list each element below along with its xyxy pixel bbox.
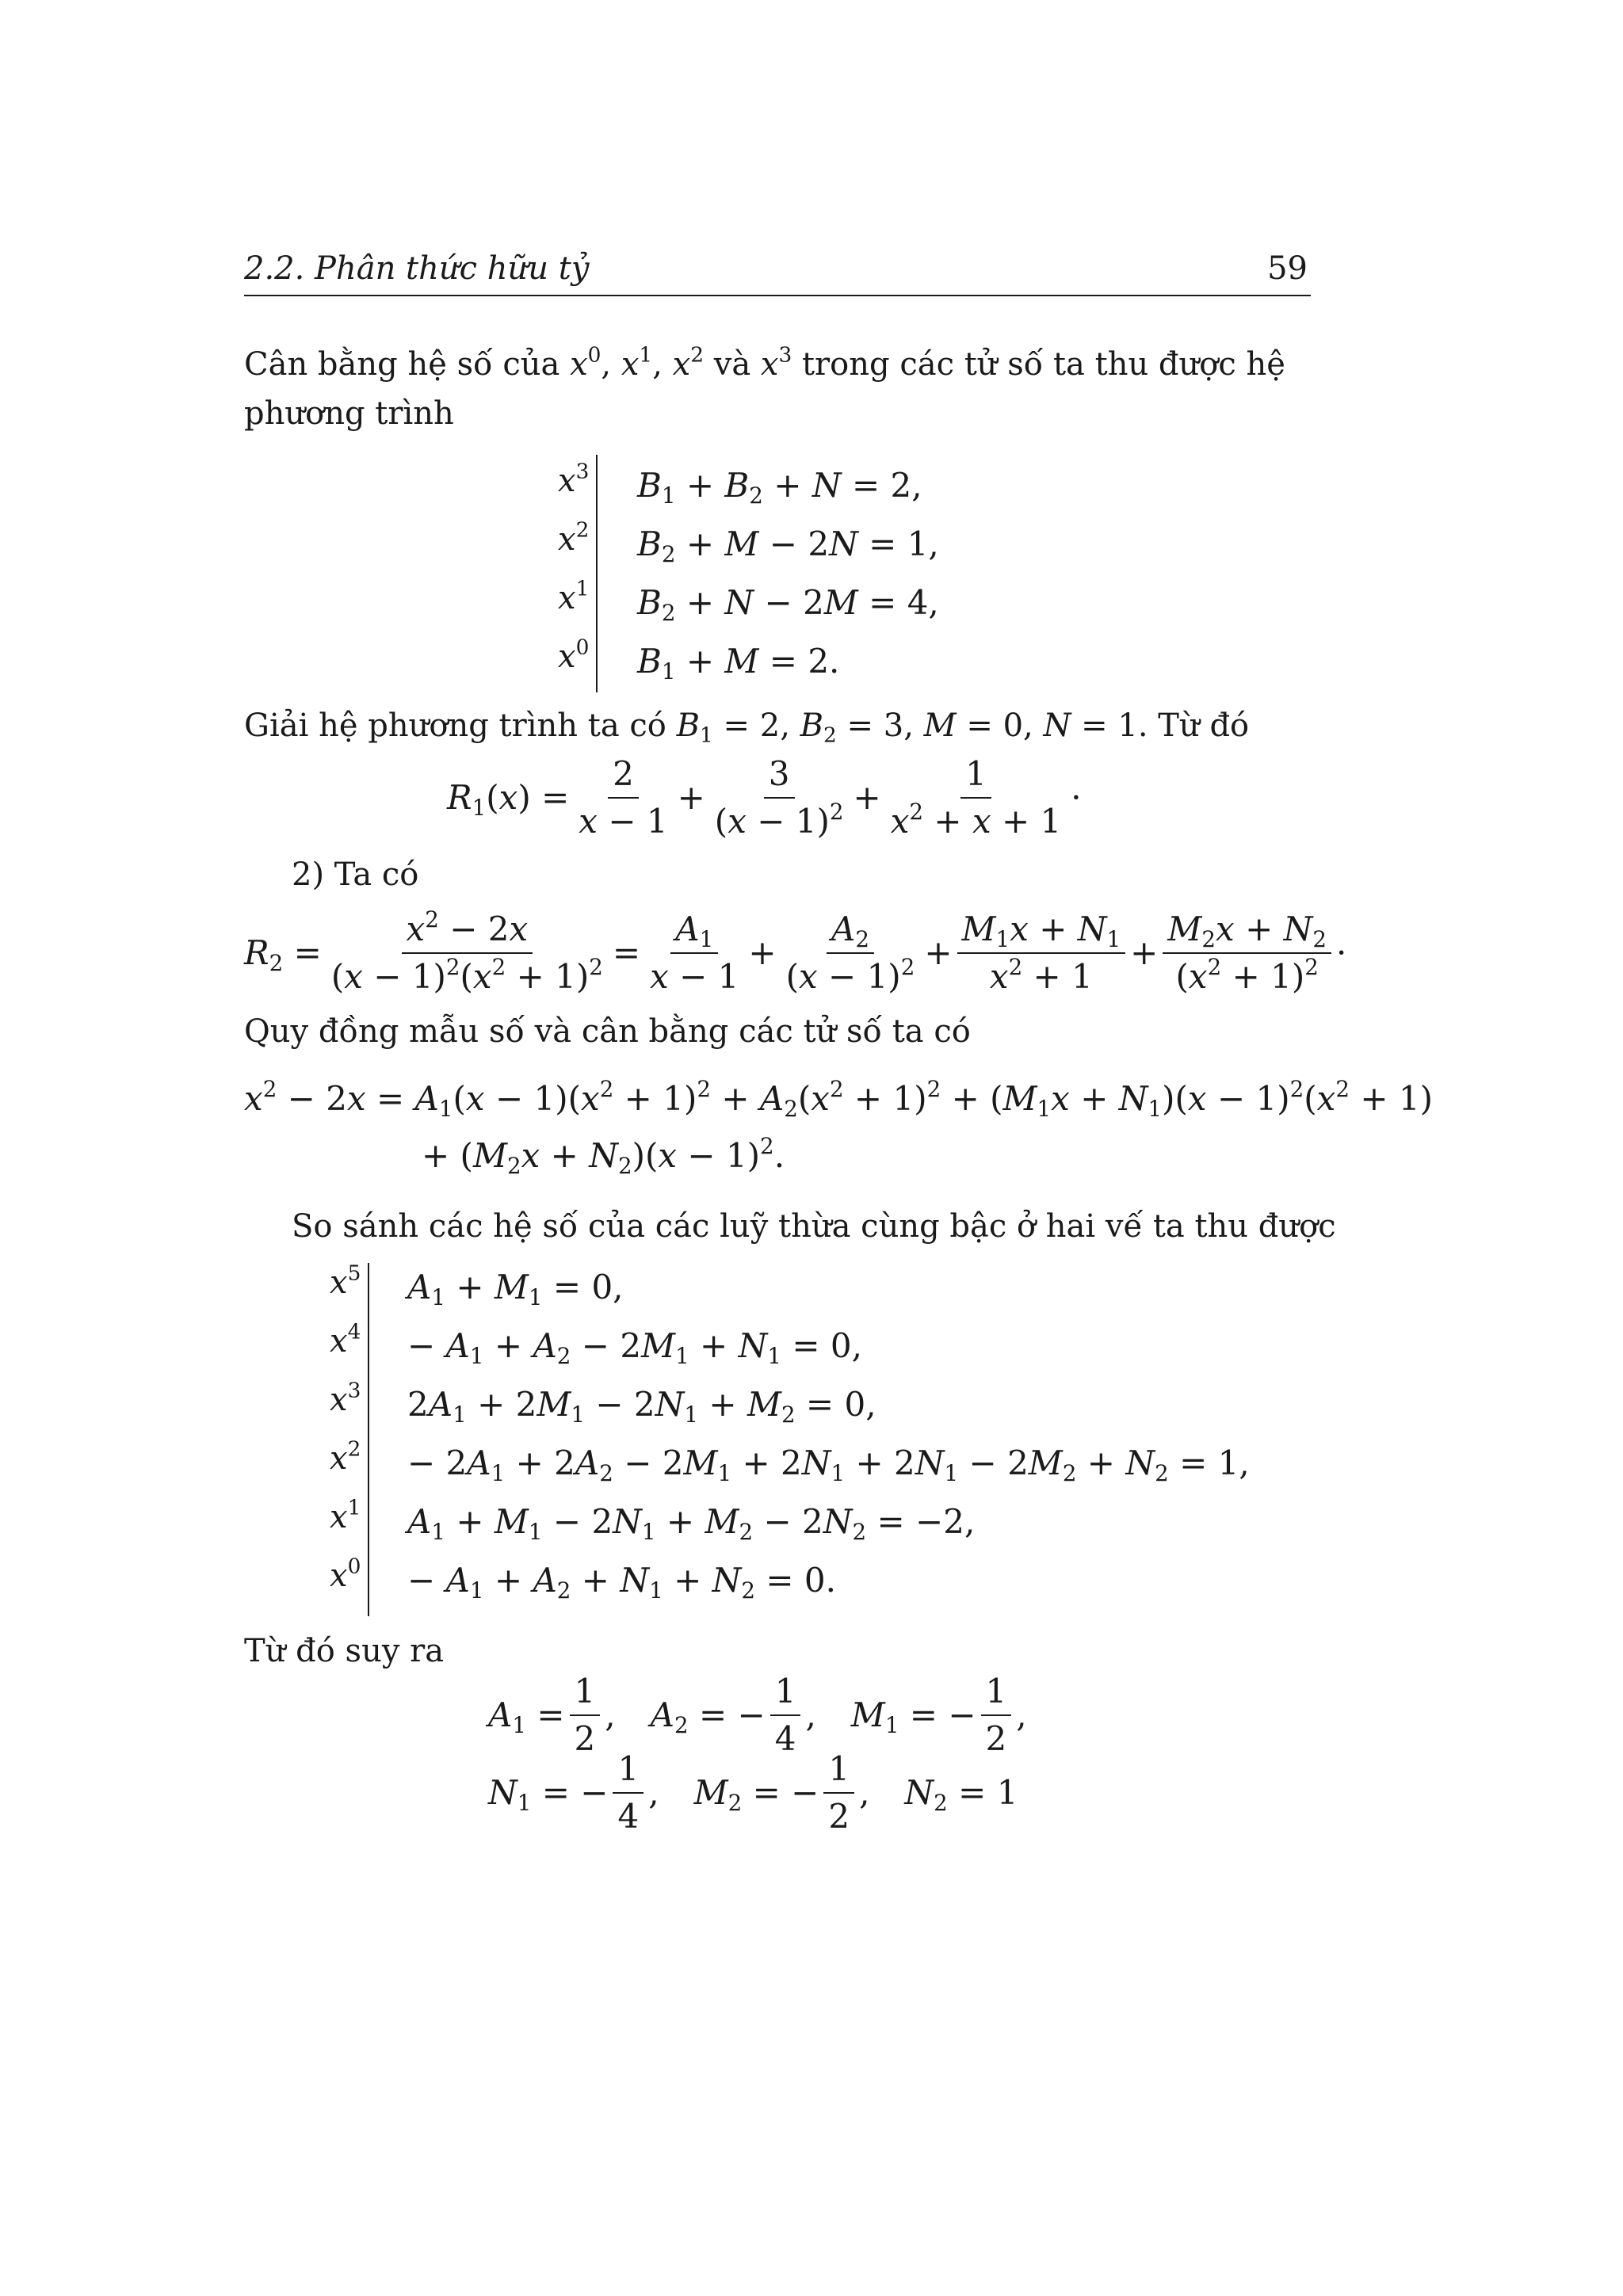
running-header bbox=[244, 250, 1311, 296]
page-number: 59 bbox=[1267, 250, 1308, 287]
power-label: $x^0$ bbox=[330, 1554, 361, 1594]
equation: $2A_1 + 2M_1 - 2N_1 + M_2 = 0$, bbox=[407, 1385, 876, 1428]
formula-r1: $R_1(x)$ = $\frac{2}{x - 1}$ + $\frac{3}{(x - 1)^2}$ + $\frac{1}{x^2 + x + 1}$ · bbox=[447, 754, 1082, 841]
system-bar bbox=[596, 455, 598, 692]
equation: $A_1 + M_1 = 0$, bbox=[407, 1268, 624, 1310]
system-bar bbox=[368, 1263, 369, 1616]
power-label: $x^2$ bbox=[330, 1436, 361, 1477]
paragraph-line: Giải hệ phương trình ta có $B_1 = 2$, $B_2 = 3$, M = 0, N = 1. Từ đó bbox=[244, 707, 1250, 748]
text-run: Từ đó bbox=[1158, 707, 1250, 744]
equation: − $A_1 + A_2 - 2M_1 + N_1 = 0$, bbox=[407, 1326, 862, 1369]
section-title: 2.2. Phân thức hữu tỷ bbox=[244, 250, 590, 287]
power-label: $x^4$ bbox=[330, 1319, 361, 1360]
equation: − $A_1 + A_2 + N_1 + N_2 = 0$. bbox=[407, 1561, 836, 1604]
text-run: và bbox=[713, 346, 751, 383]
power-label: $x^1$ bbox=[558, 576, 590, 616]
paragraph-line: Cân bằng hệ số của $x^0$, $x^1$, $x^2$ và $x^3$ trong các tử số ta thu được hệ bbox=[244, 342, 1285, 383]
paragraph-line bbox=[292, 1207, 1336, 1245]
text-run: Từ đó suy ra bbox=[244, 1633, 445, 1669]
power-label: $x^0$ bbox=[558, 635, 590, 675]
paragraph-line bbox=[244, 395, 454, 433]
text-run: Cân bằng hệ số của bbox=[244, 346, 560, 383]
equation: $B_1 + M = 2$. bbox=[637, 642, 840, 685]
equation: $A_1 + M_1 - 2N_1 + M_2 - 2N_2 = -2$, bbox=[407, 1502, 976, 1545]
power-label: $x^3$ bbox=[558, 459, 590, 499]
text-run: Quy đồng mẫu số và cân bằng các tử số ta có bbox=[244, 1013, 971, 1050]
power-label: $x^2$ bbox=[558, 517, 590, 558]
text-run: phương trình bbox=[244, 395, 454, 432]
paragraph-line bbox=[244, 1632, 444, 1670]
equation: $B_2 + N - 2M = 4$, bbox=[637, 583, 939, 626]
equation: $B_2 + M - 2N = 1$, bbox=[637, 524, 939, 567]
power-label: $x^5$ bbox=[330, 1261, 361, 1301]
solutions-row-2: $N_1$ = − $\frac{1}{4}$ , $M_2$ = − $\frac{1}{2}$ , $N_2 = 1$ bbox=[488, 1749, 1018, 1836]
text-run: trong các tử số ta thu được hệ bbox=[801, 346, 1285, 383]
text-run: 2) Ta có bbox=[292, 856, 419, 893]
paragraph-line bbox=[292, 856, 418, 894]
equation: − $2A_1 + 2A_2 - 2M_1 + 2N_1 + 2N_1 - 2M_2 + N_2 = 1$, bbox=[407, 1444, 1250, 1486]
solutions-row-1: $A_1$ = $\frac{1}{2}$ , $A_2$ = − $\frac{1}{4}$ , $M_1$ = − $\frac{1}{2}$ , bbox=[488, 1672, 1027, 1759]
expanded-equation-line2: + $(M_2x + N_2)(x - 1)^2$. bbox=[422, 1132, 785, 1179]
equation: $B_1 + B_2 + N = 2$, bbox=[637, 466, 922, 509]
power-label: $x^3$ bbox=[330, 1378, 361, 1418]
formula-r2: $R_2$ = $\frac{x^2 - 2x}{(x - 1)^2(x^2 + 1)^2}$ = $\frac{A_1}{x - 1}$ + $\frac{A_2}{(x - 1)^2}$ + $\frac{M_1x + N_1}{x^2 + 1}$ + $\frac{M_2x + N_2}{(x^2 + 1)^2}$ · bbox=[244, 906, 1347, 997]
expanded-equation-line1: $x^2 - 2x = A_1(x - 1)(x^2 + 1)^2 + A_2(x^2 + 1)^2 + (M_1x + N_1)(x - 1)^2(x^2 + 1)$ bbox=[244, 1075, 1433, 1122]
text-run: So sánh các hệ số của các luỹ thừa cùng bậc ở hai vế ta thu được bbox=[292, 1208, 1336, 1245]
power-label: $x^1$ bbox=[330, 1495, 361, 1535]
text-run: Giải hệ phương trình ta có bbox=[244, 707, 666, 744]
paragraph-line bbox=[244, 1013, 971, 1051]
